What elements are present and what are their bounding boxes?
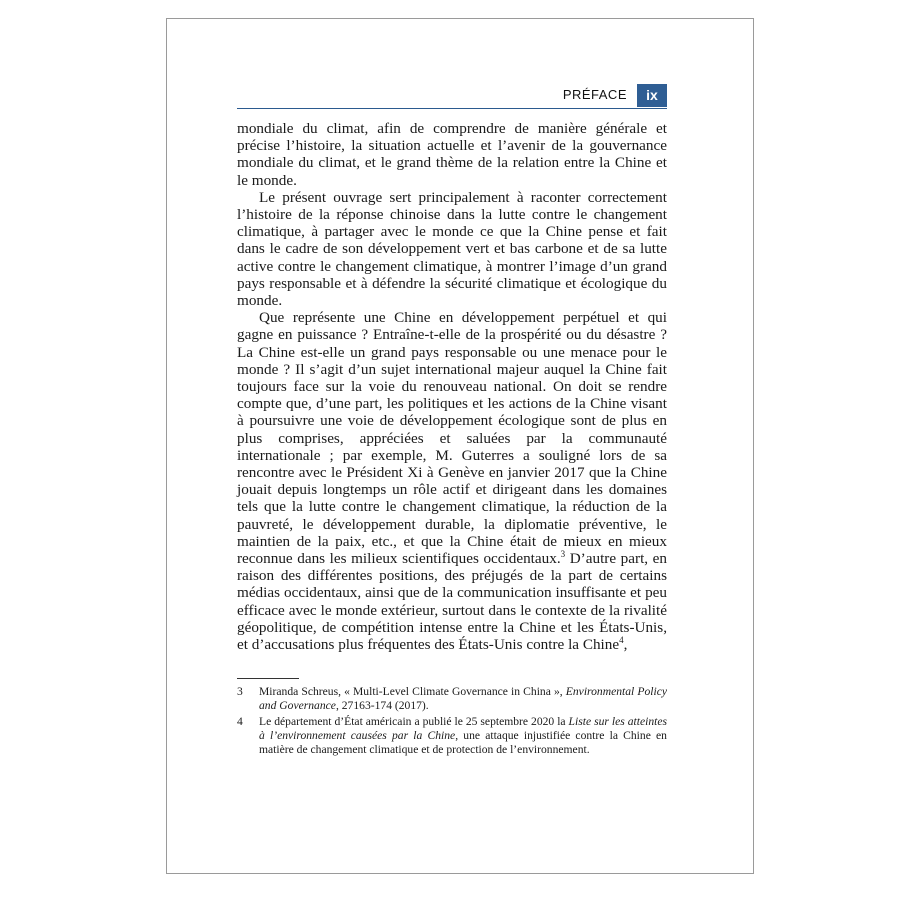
document-page bbox=[166, 18, 754, 874]
body-text bbox=[237, 120, 667, 653]
footnote bbox=[237, 685, 667, 713]
footnote-number: 3 bbox=[237, 685, 243, 698]
paragraph: Le présent ouvrage sert principalement à raconter correctement l’histoire de la réponse chinoise dans la lutte contre le changement climatique, à partager avec le monde ce que la Chine pense et fait dans le cadre de son développement vert et bas carbone et de sa lutte active contre le changement climatique, à montrer l’image d’un grand pays responsable et à défendre la sécurité climatique et écologique du monde. bbox=[237, 188, 667, 310]
footnote-separator bbox=[237, 678, 299, 679]
footnote-text-part: , 27163-174 (2017). bbox=[335, 699, 429, 712]
footnote-text bbox=[259, 685, 667, 713]
footnotes bbox=[237, 685, 667, 759]
footnote-text-part: , une attaque injustifiée contre la Chine en matière de changement climatique et de protection de l’environnement. bbox=[259, 729, 667, 756]
footnote-number: 4 bbox=[237, 715, 243, 728]
footnote-italic-title: Liste sur les atteintes à l’environnement causées par la Chine bbox=[259, 715, 667, 742]
footnote-italic-title: Environmental Policy and Governance bbox=[259, 685, 667, 712]
footnote-reference: 4 bbox=[619, 635, 624, 646]
page-number-badge: ix bbox=[637, 84, 667, 107]
paragraph-text: , bbox=[623, 636, 628, 654]
running-header bbox=[237, 84, 667, 109]
footnote-text-part: Miranda Schreus, « Multi-Level Climate Governance in China », bbox=[259, 685, 566, 698]
footnote-text bbox=[259, 715, 667, 757]
paragraph-text: D’autre part, en raison des différentes positions, des préjugés de la part de certains médias occidentaux, ainsi que de la communication insuffisante et peu efficace avec le monde extérieur, surtout dans le contexte de la rivalité géopolitique, de compétition intense entre la Chine et les États-Unis, et d’accusations plus fréquentes des États-Unis contre la Chine bbox=[237, 550, 667, 654]
footnote-reference: 3 bbox=[560, 549, 566, 560]
running-header-title: PRÉFACE bbox=[562, 87, 627, 102]
footnote bbox=[237, 715, 667, 757]
paragraph-text: Que représente une Chine en développement perpétuel et qui gagne en puissance ? Entraîne-t-elle de la prospérité ou du désastre ? La Chine est-elle un grand pays responsable ou une menace pour le monde ? Il s’agit d’un sujet international majeur auquel la Chine fait toujours face sur la voie du renouveau national. On doit se rendre compte que, d’une part, les politiques et les actions de la Chine visant à poursuivre une voie de développement écologique sont de plus en plus comprises, appréciées et saluées par la communauté internationale ; par exemple, M. Guterres a souligné lors de sa rencontre avec le Président Xi à Genève en janvier 2017 que la Chine jouait depuis longtemps un rôle actif et dirigeant dans les domaines tels que la lutte contre le changement climatique, la réduction de la pauvreté, le développement durable, la diplomatie préventive, le maintien de la paix, etc., et que la Chine était de mieux en mieux reconnue dans les milieux scientifiques occidentaux. bbox=[237, 309, 667, 568]
footnote-text-part: Le département d’État américain a publié le 25 septembre 2020 la bbox=[259, 715, 569, 728]
paragraph bbox=[237, 309, 667, 653]
paragraph-continuation: mondiale du climat, afin de comprendre de manière générale et précise l’histoire, la situation actuelle et l’avenir de la gouvernance mondiale du climat, et le grand thème de la relation entre la Chine et le monde. bbox=[237, 120, 667, 189]
